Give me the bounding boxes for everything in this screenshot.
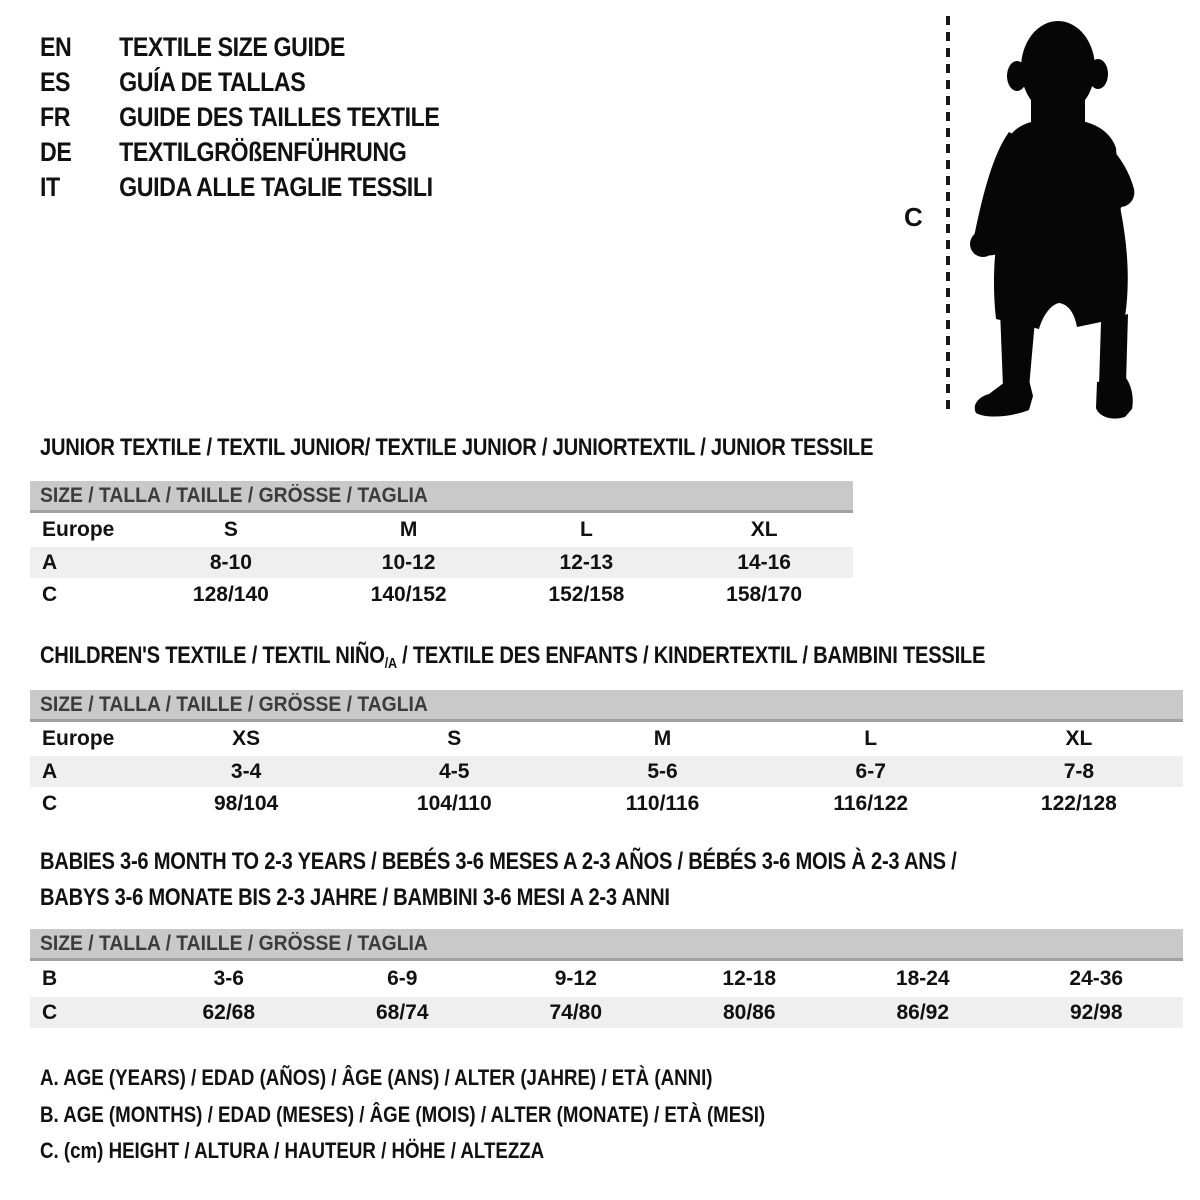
- junior-size-table: [30, 481, 853, 612]
- cell: 12-18: [722, 967, 777, 990]
- lang-code: DE: [40, 137, 72, 167]
- cell: 3-6: [213, 967, 244, 990]
- lang-code: EN: [40, 32, 72, 62]
- row-label: Europe: [42, 727, 115, 750]
- language-title-list: [40, 30, 439, 205]
- row-label: C: [42, 792, 58, 815]
- cell: 140/152: [370, 583, 447, 606]
- cell: 4-5: [439, 759, 470, 783]
- toddler-silhouette-icon: [965, 14, 1140, 420]
- table-row-height: [30, 787, 1183, 821]
- size-col: XS: [232, 727, 261, 750]
- height-measure-dashed-line: [946, 16, 950, 416]
- size-col: L: [864, 727, 878, 750]
- table-row-months: [30, 961, 1183, 997]
- table-row-height: [30, 578, 853, 612]
- lang-code: ES: [40, 67, 71, 97]
- size-col: S: [447, 727, 462, 750]
- cell: 74/80: [549, 1000, 603, 1024]
- table-row-height: [30, 997, 1183, 1028]
- row-label: A: [42, 759, 58, 783]
- cell: 104/110: [416, 792, 492, 815]
- table-row-header: [30, 513, 853, 547]
- cell: 8-10: [209, 550, 252, 574]
- cell: 18-24: [895, 967, 950, 990]
- row-label: B: [42, 967, 58, 990]
- cell: 92/98: [1069, 1000, 1123, 1024]
- lang-row-fr: [40, 100, 439, 135]
- lang-row-it: [40, 170, 439, 205]
- cell: 128/140: [192, 583, 269, 606]
- row-label: C: [42, 1000, 58, 1024]
- heading-subscript: /A: [384, 655, 397, 672]
- table-row-age: [30, 547, 853, 578]
- children-size-table: [30, 690, 1183, 821]
- lang-row-en: [40, 30, 439, 65]
- cell: 14-16: [737, 550, 791, 574]
- size-header-bar: [30, 481, 853, 513]
- cell: 3-4: [230, 759, 262, 783]
- size-col: S: [223, 518, 238, 541]
- lang-title: GUÍA DE TALLAS: [119, 67, 306, 97]
- cell: 110/116: [625, 792, 700, 815]
- table-row-age: [30, 756, 1183, 787]
- cell: 158/170: [726, 583, 803, 606]
- size-header-bar: [30, 690, 1183, 722]
- lang-code: FR: [40, 102, 71, 132]
- cell: 5-6: [647, 759, 678, 783]
- lang-row-de: [40, 135, 439, 170]
- size-header-bar: [30, 929, 1183, 961]
- size-header-label: SIZE / TALLA / TAILLE / GRÖSSE / TAGLIA: [40, 692, 428, 716]
- size-header-label: SIZE / TALLA / TAILLE / GRÖSSE / TAGLIA: [40, 483, 428, 507]
- legend-line-c: C. (cm) HEIGHT / ALTURA / HAUTEUR / HÖHE / ALTEZZA: [40, 1138, 545, 1163]
- lang-row-es: [40, 65, 439, 100]
- cell: 7-8: [1063, 759, 1095, 783]
- legend-line-b: B. AGE (MONTHS) / EDAD (MESES) / ÂGE (MOIS) / ALTER (MONATE) / ETÀ (MESI): [40, 1101, 766, 1127]
- row-label: Europe: [42, 518, 115, 541]
- cell: 6-9: [387, 967, 418, 990]
- cell: 86/92: [896, 1000, 950, 1024]
- lang-title: TEXTILE SIZE GUIDE: [119, 32, 345, 62]
- measurement-legend: [40, 1060, 765, 1170]
- babies-section-heading: [40, 844, 956, 916]
- junior-section-heading: JUNIOR TEXTILE / TEXTIL JUNIOR/ TEXTILE JUNIOR / JUNIORTEXTIL / JUNIOR TESSILE: [40, 434, 874, 461]
- cell: 98/104: [213, 792, 279, 815]
- cell: 122/128: [1040, 792, 1117, 815]
- cell: 80/86: [722, 1000, 776, 1024]
- row-label: A: [42, 550, 58, 574]
- legend-line-a: A. AGE (YEARS) / EDAD (AÑOS) / ÂGE (ANS) / ALTER (JAHRE) / ETÀ (ANNI): [40, 1065, 713, 1090]
- size-header-label: SIZE / TALLA / TAILLE / GRÖSSE / TAGLIA: [40, 931, 428, 955]
- row-label: C: [42, 583, 58, 606]
- cell: 9-12: [554, 967, 597, 990]
- babies-size-table: [30, 929, 1183, 1028]
- size-col: M: [399, 518, 418, 541]
- heading-line-2: BABYS 3-6 MONATE BIS 2-3 JAHRE / BAMBINI 3-6 MESI A 2-3 ANNI: [40, 884, 670, 911]
- children-section-heading: [40, 642, 985, 670]
- lang-title: TEXTILGRÖßENFÜHRUNG: [119, 137, 407, 167]
- table-row-header: [30, 722, 1183, 756]
- height-measure-label: C: [904, 202, 923, 232]
- cell: 68/74: [375, 1000, 429, 1024]
- cell: 116/122: [833, 792, 909, 815]
- cell: 10-12: [381, 550, 436, 574]
- cell: 12-13: [559, 550, 614, 574]
- heading-line-1: BABIES 3-6 MONTH TO 2-3 YEARS / BEBÉS 3-6 MESES A 2-3 AÑOS / BÉBÉS 3-6 MOIS À 2-3 ANS /: [40, 848, 957, 875]
- heading-text: / TEXTILE DES ENFANTS / KINDERTEXTIL / BAMBINI TESSILE: [396, 642, 986, 669]
- size-col: XL: [1065, 727, 1093, 750]
- size-col: XL: [750, 518, 778, 541]
- size-col: M: [653, 727, 672, 750]
- lang-title: GUIDA ALLE TAGLIE TESSILI: [119, 172, 433, 202]
- cell: 152/158: [548, 583, 625, 606]
- cell: 6-7: [855, 759, 886, 783]
- cell: 24-36: [1069, 967, 1124, 990]
- heading-text: CHILDREN'S TEXTILE / TEXTIL NIÑO: [40, 642, 385, 669]
- cell: 62/68: [202, 1000, 256, 1024]
- lang-title: GUIDE DES TAILLES TEXTILE: [119, 102, 440, 132]
- size-col: L: [579, 518, 593, 541]
- lang-code: IT: [40, 172, 60, 202]
